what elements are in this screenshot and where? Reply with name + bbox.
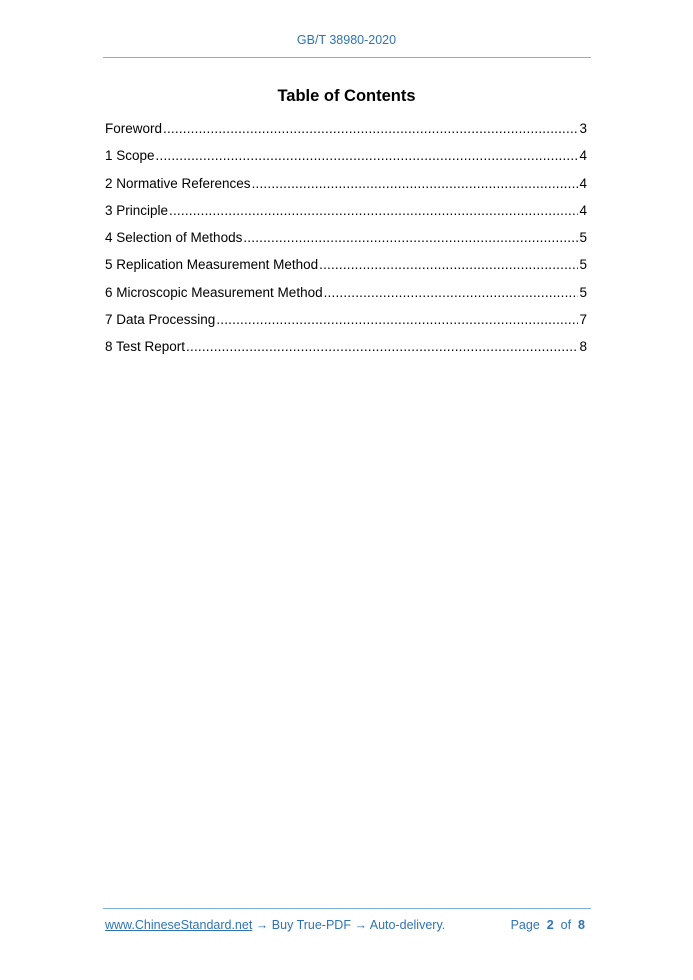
toc-entry-page: 4 [579, 175, 587, 191]
toc-dot-leader [319, 256, 578, 274]
footer-divider [103, 908, 591, 909]
footer-promo [105, 918, 445, 932]
toc-entry-page: 5 [579, 257, 587, 273]
toc-dot-leader [252, 175, 579, 193]
toc-entry-label: 1 Scope [105, 148, 155, 164]
toc-entry-label: 3 Principle [105, 202, 169, 218]
toc-entry-label: Foreword [105, 121, 163, 136]
toc-entry-page: 5 [579, 284, 587, 300]
toc-dot-leader [324, 284, 579, 302]
of-word: of [560, 918, 572, 932]
toc-entry-replication-measurement-method[interactable] [105, 256, 587, 283]
footer-website-link[interactable]: www.ChineseStandard.net [105, 918, 253, 932]
toc-dot-leader [243, 229, 578, 247]
page-current: 2 [546, 918, 554, 932]
toc-entry-label: 4 Selection of Methods [105, 230, 243, 246]
toc-dot-leader [156, 147, 579, 165]
page-word: Page [510, 918, 540, 932]
toc-entry-label: 7 Data Processing [105, 312, 216, 328]
toc-dot-leader [163, 120, 578, 138]
toc-entry-foreword[interactable] [105, 120, 587, 147]
toc-entry-data-processing[interactable] [105, 311, 587, 338]
header-divider [103, 57, 591, 58]
toc-entry-page: 7 [579, 312, 587, 328]
toc-entry-label: 5 Replication Measurement Method [105, 257, 319, 273]
arrow-right-icon: → [255, 918, 269, 932]
toc-list [105, 120, 587, 366]
footer-page-indicator [511, 918, 585, 932]
arrow-right-icon: → [354, 918, 367, 932]
toc-entry-test-report[interactable] [105, 338, 587, 365]
toc-entry-page: 3 [579, 121, 587, 136]
toc-entry-page: 4 [579, 202, 587, 218]
toc-dot-leader [216, 311, 578, 329]
toc-entry-selection-of-methods[interactable] [105, 229, 587, 256]
footer-buy-text: Buy True-PDF [271, 918, 351, 932]
toc-title: Table of Contents [277, 87, 416, 105]
toc-entry-normative-references[interactable] [105, 175, 587, 202]
toc-entry-page: 4 [579, 148, 587, 164]
toc-entry-page: 5 [579, 230, 587, 246]
footer-delivery-text: Auto-delivery. [369, 918, 446, 932]
toc-entry-label: 8 Test Report [105, 339, 186, 355]
toc-dot-leader [186, 338, 578, 356]
toc-entry-label: 2 Normative References [105, 175, 251, 191]
header-standard-code: GB/T 38980-2020 [296, 33, 397, 47]
toc-entry-scope[interactable] [105, 147, 587, 174]
toc-entry-microscopic-measurement-method[interactable] [105, 284, 587, 311]
toc-dot-leader [169, 202, 578, 220]
toc-entry-label: 6 Microscopic Measurement Method [105, 284, 323, 300]
toc-entry-page: 8 [579, 339, 587, 355]
toc-entry-principle[interactable] [105, 202, 587, 229]
page-total: 8 [578, 918, 585, 932]
